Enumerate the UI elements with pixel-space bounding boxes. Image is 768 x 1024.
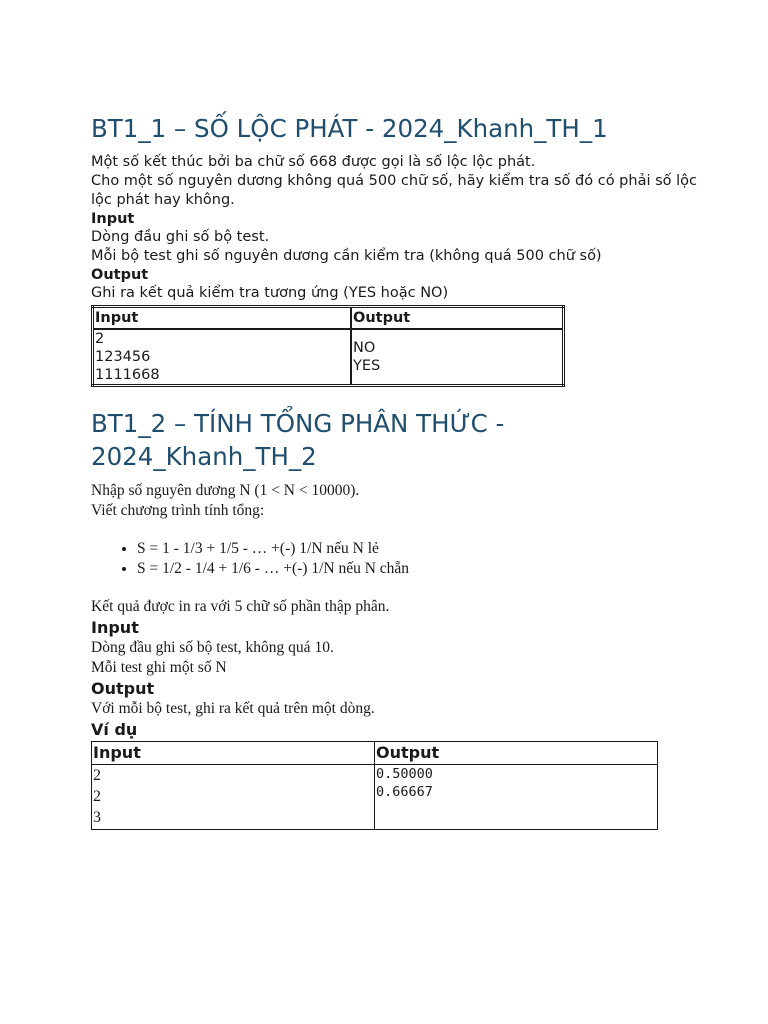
output-line: 0.50000 — [376, 766, 433, 782]
formula-list — [91, 539, 711, 579]
section1-title: BT1_1 – SỐ LỘC PHÁT - 2024_Khanh_TH_1 — [91, 114, 608, 143]
section-bt1-2 — [91, 407, 711, 830]
section1-input-line1: Dòng đầu ghi số bộ test. — [91, 229, 270, 245]
section2-para1: Nhập số nguyên dương N (1 < N < 10000). — [91, 482, 360, 499]
formula-item: • S = 1/2 - 1/4 + 1/6 - … +(-) 1/N nếu N chẵn — [137, 559, 711, 579]
output-line: NO — [353, 340, 376, 356]
section2-input-line1: Dòng đầu ghi số bộ test, không quá 10. — [91, 639, 334, 656]
section1-para1: Một số kết thúc bởi ba chữ số 668 được gọi là số lộc lộc phát. — [91, 154, 536, 170]
section1-example-table — [91, 305, 565, 387]
table-header-input: Input — [92, 742, 375, 765]
section2-para2: Viết chương trình tính tổng: — [91, 502, 265, 519]
section2-input-label: Input — [91, 618, 139, 637]
input-line: 1111668 — [95, 367, 160, 383]
table-header-output: Output — [351, 307, 564, 330]
document-page — [91, 112, 711, 830]
output-line: YES — [353, 358, 381, 374]
table-cell-input — [93, 329, 352, 386]
section1-input-label: Input — [91, 211, 135, 227]
section1-para2: Cho một số nguyên dương không quá 500 chữ số, hãy kiểm tra số đó có phải số lộc lộc phát hay không. — [91, 173, 697, 208]
input-line: 2 — [95, 331, 105, 347]
table-header-output: Output — [375, 742, 658, 765]
section2-output-line1: Với mỗi bộ test, ghi ra kết quả trên một dòng. — [91, 700, 375, 717]
section2-para3: Kết quả được in ra với 5 chữ số phần thập phân. — [91, 598, 390, 615]
section2-example-label: Ví dụ — [91, 720, 138, 739]
section2-example-table — [91, 741, 658, 830]
table-cell-input — [92, 765, 375, 830]
section1-output-label: Output — [91, 267, 149, 283]
input-line: 2 — [93, 788, 101, 805]
input-line: 123456 — [95, 349, 151, 365]
table-cell-output — [351, 329, 564, 386]
input-line: 2 — [93, 767, 101, 784]
table-cell-output — [375, 765, 658, 830]
output-line: 0.66667 — [376, 784, 433, 800]
section1-output-line1: Ghi ra kết quả kiểm tra tương ứng (YES hoặc NO) — [91, 285, 449, 301]
section2-input-line2: Mỗi test ghi một số N — [91, 659, 227, 676]
section1-input-line2: Mỗi bộ test ghi số nguyên dương cần kiểm tra (không quá 500 chữ số) — [91, 248, 602, 264]
section2-output-label: Output — [91, 679, 155, 698]
section2-title: BT1_2 – TÍNH TỔNG PHÂN THỨC - 2024_Khanh_TH_2 — [91, 409, 505, 471]
table-header-input: Input — [93, 307, 352, 330]
input-line: 3 — [93, 809, 101, 826]
formula-item: • S = 1 - 1/3 + 1/5 - … +(-) 1/N nếu N lẻ — [137, 539, 711, 559]
section-bt1-1 — [91, 112, 711, 387]
